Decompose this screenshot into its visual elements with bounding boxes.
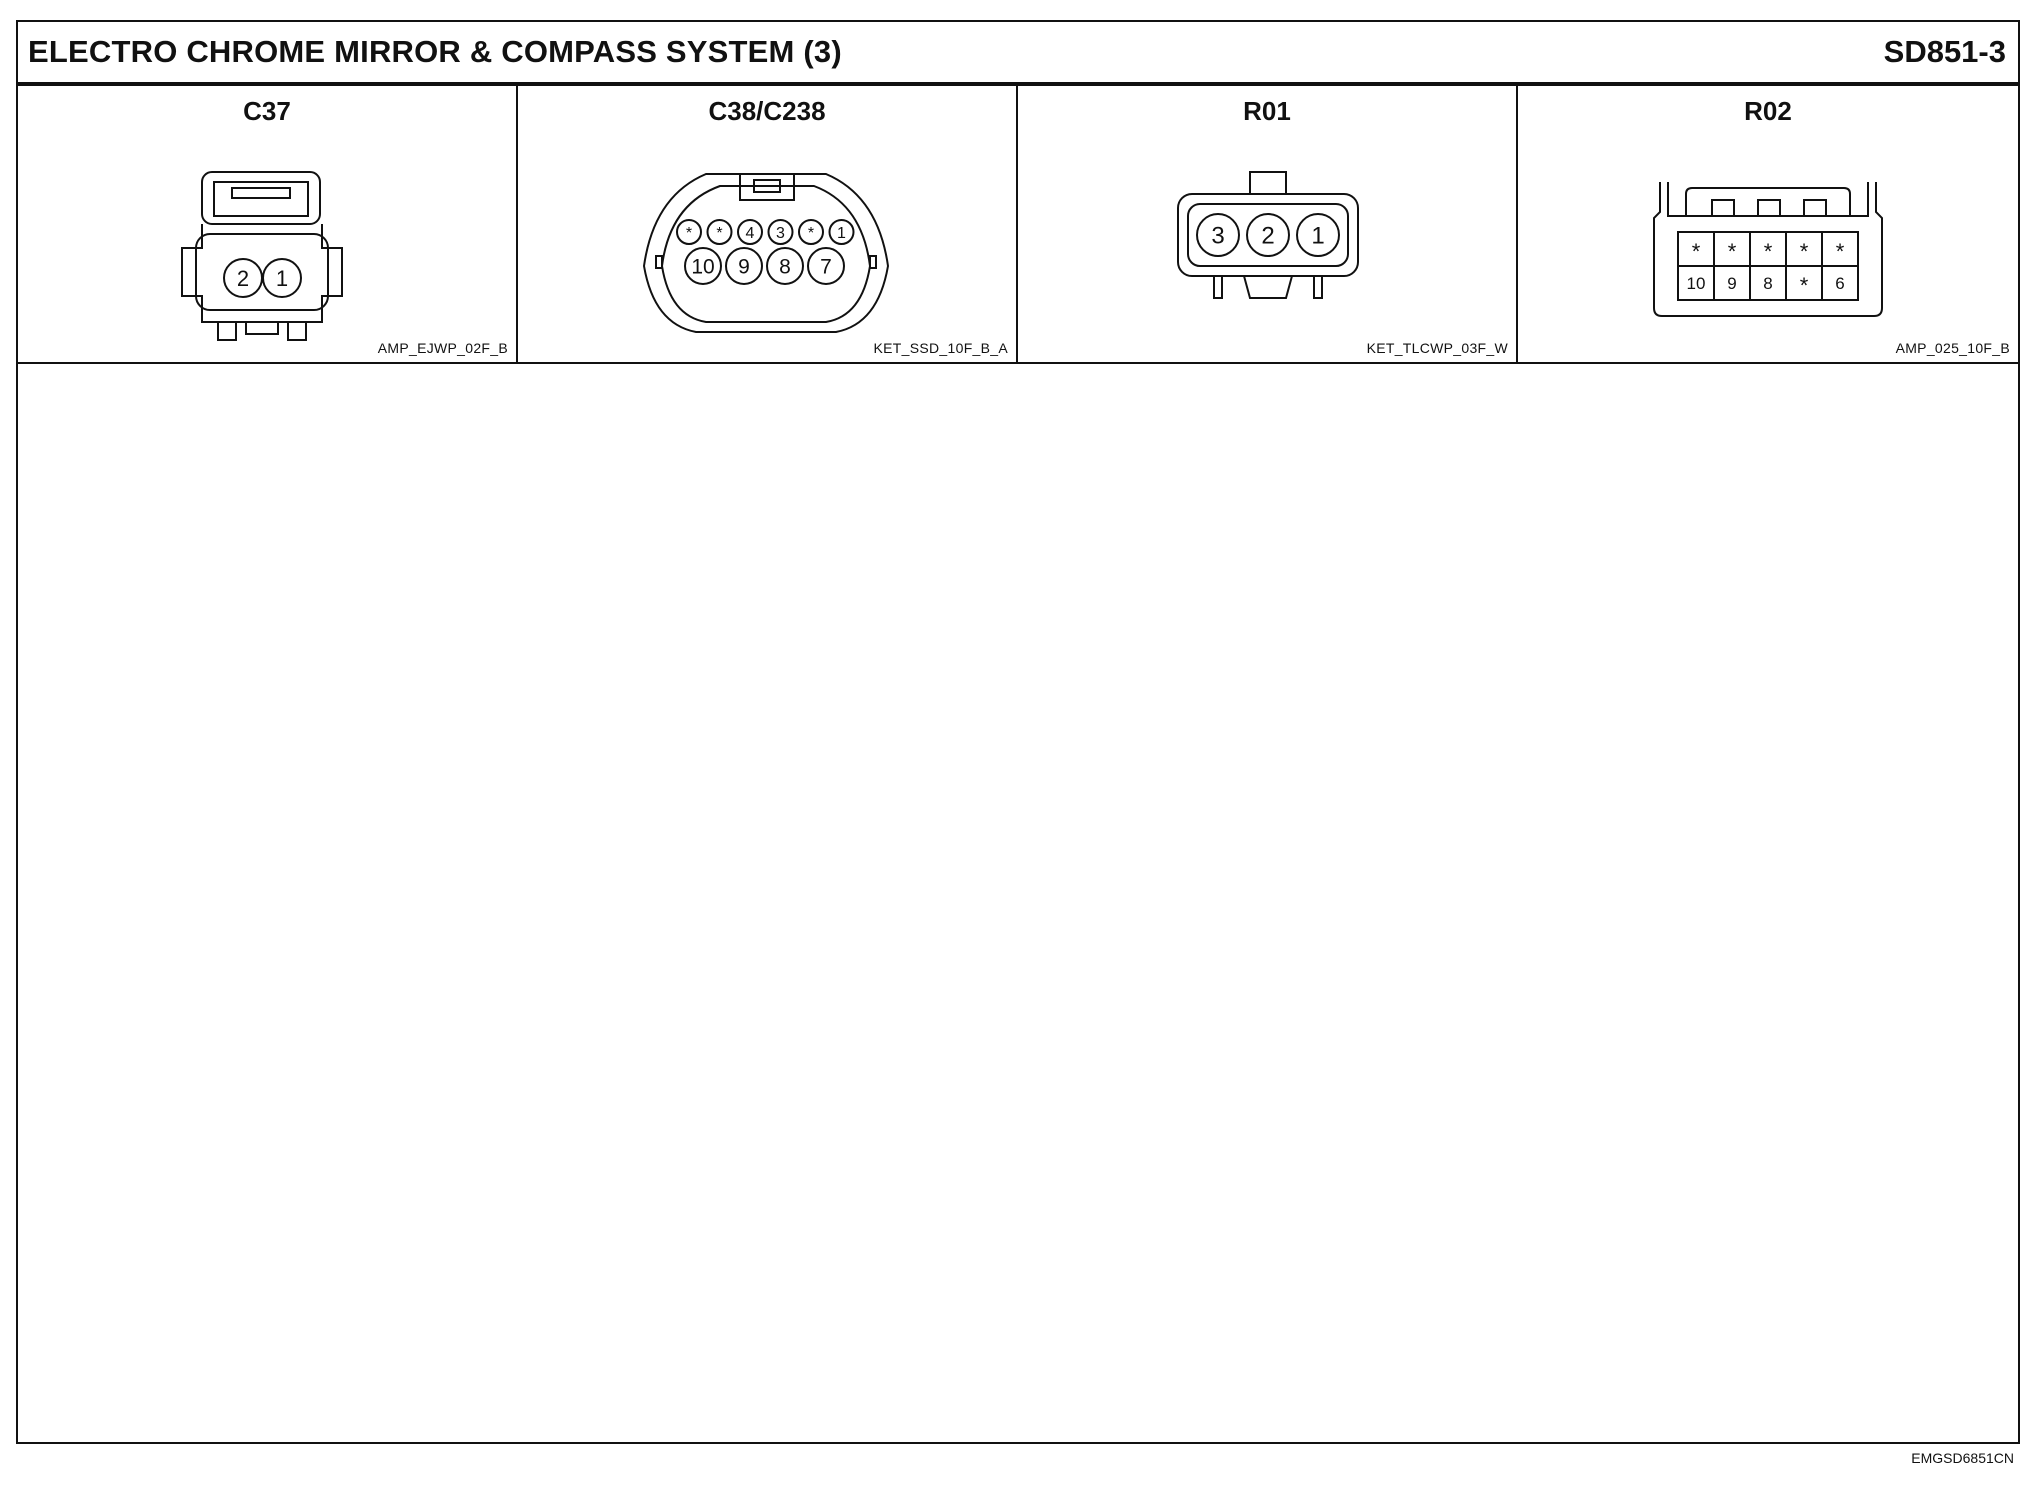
part-number: AMP_025_10F_B bbox=[1895, 340, 2010, 356]
svg-text:*: * bbox=[716, 224, 723, 242]
pin-label: * bbox=[1763, 239, 1773, 264]
pin bbox=[769, 220, 793, 244]
pin-label: * bbox=[1799, 273, 1809, 298]
pin-label: 8 bbox=[1763, 274, 1773, 293]
connector-c38-face bbox=[518, 86, 1018, 362]
pin-1 bbox=[263, 259, 301, 297]
diagram-sheet bbox=[16, 20, 2020, 1444]
sheet-code: SD851-3 bbox=[1883, 34, 2006, 69]
connector-cell-c38-c238 bbox=[518, 86, 1018, 362]
svg-text:2: 2 bbox=[1261, 222, 1275, 250]
svg-text:9: 9 bbox=[738, 255, 750, 279]
title-bar bbox=[18, 22, 2018, 86]
pin-label: * bbox=[1799, 239, 1809, 264]
pin bbox=[808, 248, 844, 284]
svg-text:*: * bbox=[685, 224, 693, 242]
pin bbox=[767, 248, 803, 284]
connector-id: C38/C238 bbox=[708, 96, 826, 126]
connector-r01-face bbox=[1018, 86, 1518, 362]
svg-text:*: * bbox=[807, 224, 815, 242]
svg-text:1: 1 bbox=[1311, 222, 1325, 250]
svg-text:1: 1 bbox=[837, 224, 846, 242]
pin bbox=[1197, 214, 1239, 256]
pin bbox=[677, 220, 701, 244]
connector-r02-face bbox=[1518, 86, 2018, 362]
pin-label: 6 bbox=[1835, 274, 1845, 293]
connector-id: R02 bbox=[1744, 96, 1792, 126]
connector-id: R01 bbox=[1243, 96, 1291, 126]
svg-text:8: 8 bbox=[779, 255, 791, 279]
connector-row bbox=[18, 86, 2018, 364]
svg-text:10: 10 bbox=[691, 255, 715, 279]
pin-label: * bbox=[1691, 239, 1701, 264]
pin-label: 9 bbox=[1727, 274, 1737, 293]
pin-label: * bbox=[1727, 239, 1737, 264]
part-number: AMP_EJWP_02F_B bbox=[377, 340, 508, 356]
svg-text:4: 4 bbox=[745, 224, 755, 242]
pin bbox=[738, 220, 762, 244]
pin bbox=[685, 248, 721, 284]
connector-cell-r01 bbox=[1018, 86, 1518, 362]
document-code: EMGSD6851CN bbox=[1911, 1450, 2014, 1466]
part-number: KET_SSD_10F_B_A bbox=[873, 340, 1008, 356]
svg-text:1: 1 bbox=[275, 266, 289, 291]
pin bbox=[726, 248, 762, 284]
pin bbox=[1297, 214, 1339, 256]
pin-label: * bbox=[1835, 239, 1845, 264]
pin-row-top bbox=[677, 220, 854, 244]
svg-text:7: 7 bbox=[820, 255, 832, 279]
connector-id: C37 bbox=[243, 96, 291, 126]
pin-row bbox=[1197, 214, 1339, 256]
pin bbox=[830, 220, 854, 244]
pin-2 bbox=[224, 259, 262, 297]
svg-text:3: 3 bbox=[776, 224, 785, 242]
svg-text:2: 2 bbox=[236, 266, 250, 291]
pin bbox=[799, 220, 823, 244]
connector-cell-c37 bbox=[18, 86, 518, 362]
pin bbox=[1247, 214, 1289, 256]
pin bbox=[708, 220, 732, 244]
part-number: KET_TLCWP_03F_W bbox=[1366, 340, 1508, 356]
connector-cell-r02 bbox=[1518, 86, 2018, 362]
pin-label: 10 bbox=[1686, 274, 1706, 293]
pin-row-bottom bbox=[685, 248, 844, 284]
connector-c37-face bbox=[18, 86, 518, 362]
svg-text:3: 3 bbox=[1211, 222, 1225, 250]
page-title: ELECTRO CHROME MIRROR & COMPASS SYSTEM (3) bbox=[28, 34, 842, 69]
